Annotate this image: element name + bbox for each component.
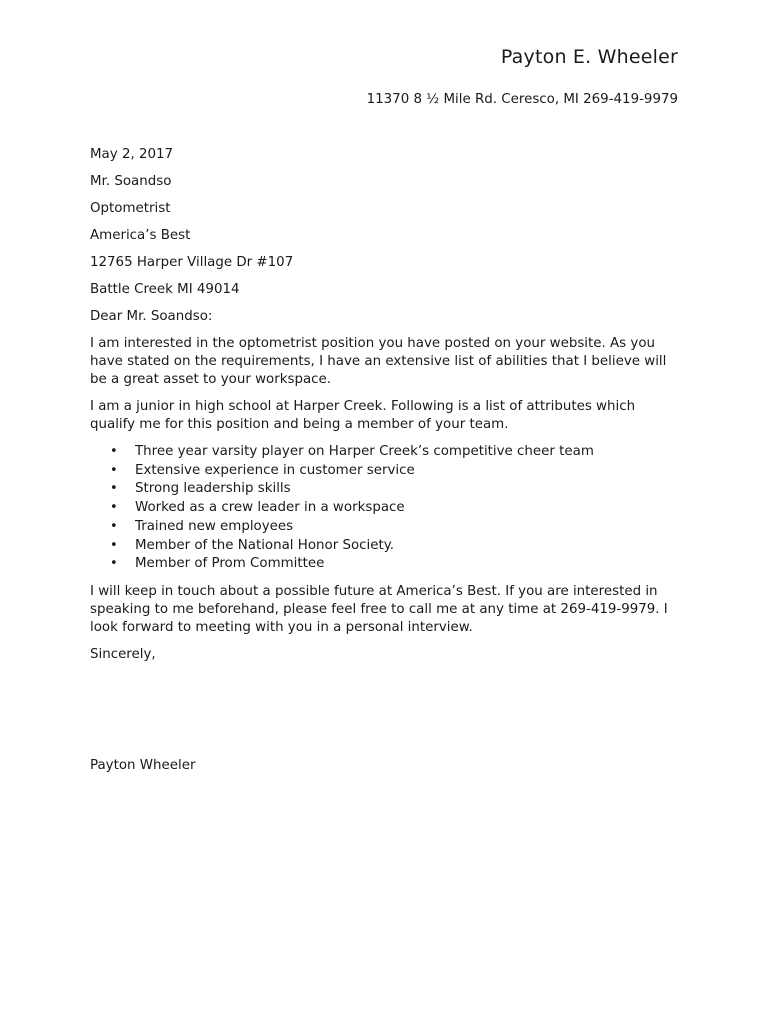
- list-item: [90, 499, 684, 518]
- bullet-icon: •: [110, 500, 118, 516]
- bullet-icon: •: [110, 462, 118, 478]
- recipient-title: Optometrist: [90, 201, 171, 216]
- list-item-text: Trained new employees: [135, 518, 294, 534]
- list-item-text: Strong leadership skills: [135, 481, 291, 497]
- list-item: [90, 480, 684, 499]
- letter-date: May 2, 2017: [90, 147, 174, 162]
- recipient-name: Mr. Soandso: [90, 174, 172, 189]
- list-item: [90, 518, 684, 537]
- bullet-icon: •: [110, 518, 118, 534]
- bullet-icon: •: [110, 481, 118, 497]
- signature-name: Payton Wheeler: [90, 757, 196, 773]
- list-item-text: Extensive experience in customer service: [135, 462, 415, 478]
- list-item-text: Member of the National Honor Society.: [135, 537, 395, 553]
- sender-address: 11370 8 ½ Mile Rd. Ceresco, MI 269-419-9979: [366, 92, 678, 107]
- recipient-street: 12765 Harper Village Dr #107: [90, 255, 294, 270]
- list-item: [90, 443, 684, 462]
- salutation: Dear Mr. Soandso:: [90, 309, 213, 324]
- closing: Sincerely,: [90, 646, 156, 662]
- attributes-list: [90, 443, 684, 574]
- recipient-company: America’s Best: [90, 228, 191, 243]
- paragraph-closing-remarks: I will keep in touch about a possible future at America’s Best. If you are interested in speaking to me beforehand, please feel free to call me at any time at 269-419-9979. I look forward to meeting with you in a personal interview.: [90, 583, 668, 635]
- list-item: [90, 555, 684, 574]
- recipient-city: Battle Creek MI 49014: [90, 282, 240, 297]
- bullet-icon: •: [110, 444, 118, 459]
- list-item-text: Worked as a crew leader in a workspace: [135, 500, 405, 516]
- signature-space: [90, 673, 684, 757]
- paragraph-interest: I am interested in the optometrist position you have posted on your website. As you have stated on the requirements, I have an extensive list of abilities that I believe will be a great asset to your workspace.: [90, 336, 667, 387]
- letter-body: [90, 146, 684, 784]
- bullet-icon: •: [110, 556, 118, 572]
- list-item: [90, 462, 684, 481]
- sender-name: Payton E. Wheeler: [500, 46, 678, 68]
- list-item-text: Member of Prom Committee: [135, 556, 325, 572]
- bullet-icon: •: [110, 537, 118, 553]
- paragraph-attributes-intro: I am a junior in high school at Harper Creek. Following is a list of attributes which qualify me for this position and being a member of your team.: [90, 399, 636, 432]
- list-item: [90, 537, 684, 556]
- list-item-text: Three year varsity player on Harper Creek’s competitive cheer team: [135, 444, 594, 459]
